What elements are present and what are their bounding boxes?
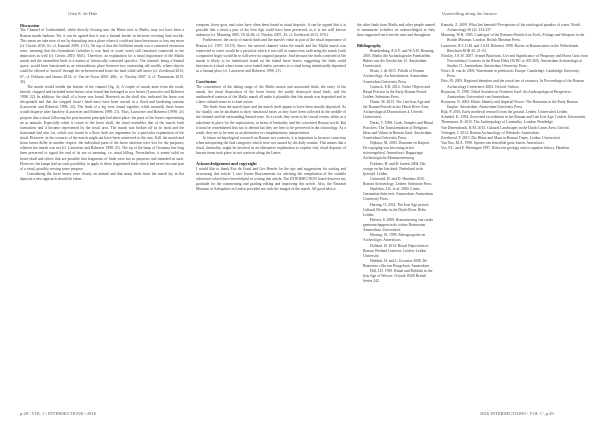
reference-entry: Schinkel, K. 1994. Zwervend en sedentair in het Roman and Late Iron Age. Leiden: Universiteit. [441,115,587,120]
paragraph: The coincidence of the dating range of the Mailis marsh and associated finds, the rarity of the marsh, the ritual disposition of the horse bones, the partly destroyed ritual finds, and the undisturbed contexts of the Mailis marsh all make it plausible that this marsh was deposited and in a later cultural sense as a ritual action. [196,84,346,105]
paragraph: Considering the horse bones were clearly an animal and that many finds from the marsh lay in flat deposits a new approach should be taken... [20,171,184,182]
reference-entry: Roymans, N. 1990. Tribal Societies in Northern Gaul: An Anthropological Perspective. Amsterdam: Universiteit van Amsterdam. [441,89,572,99]
column-4 [441,23,589,151]
reference-entry: Heeren, S. 2009. Romanisering van rurale gemeenschappen in de civitas Batavorum. Amsterdam: Universiteit. [363,217,434,233]
reference-entry: Hessing, W. 1999. Paleogeografie en Archeologie. Amersfoort. [363,233,426,243]
column-1 [20,23,184,182]
reference-entry: Dinter, M. 2013. The Late Iron Age and the Roman Periods in the Dutch River Area. Archaeological Dissertations 4. Utrecht: Universiteit. [363,100,430,120]
bibliography-list-continued [441,23,589,151]
heading-discussion: Discussion [20,23,40,28]
column-3-text [357,23,435,285]
paragraph: The marsh would enable the bottom of the channel (fig. 2). A couple of marsh arms from the roads, heavily chopped and included bone-horses were found that belonged to two horses (Lauwerier and Robeerst 1998: 22). In addition, the skull of a horse was found. Research on the skull also indicated the horse was decapitated and that the stripped horse's head must have been carried in a flood and bordering seasons (Lauwerier and Robeerst 1998: 22). The finds of a leg were found together, while normally these bones would disperse after butchery (Lauwerier and Robeerst 1998: 21). Thus, Lauwerier and Robeerst (1998: 21) propose that a ritual following the post-mortem principle had taken place: the parts of the horses representing an as animals. Especially when it comes to the horse skull, the ritual resembles that of the marsh, both formations and it became represented by the fossil area. The marsh was broken off in its head and the horizontal had also cut, which was found in a floor; both are arguments for a particular explanation of the ritual. However, in the scenario of the marsh might not have been connected to the rain. Still, the marsh and horse bones differ in another respect: the individual parts of the horse skeleton were lost for the purposes, whereas the marsh was not (cf. Lauwerier and Robeerst 1998: 21). The tip of the lamp of Germany has long been preserved to signal the end of its use or meaning, i.e. ritual killing. Nevertheless, it seems valid on horse-skull and others that are possible that fragments of finds were not so purposes and intended as such. However, the lamps had no such possibility to apply to these fragmented finds which had never become part of a ritual, possibly serving some purpose. [20,84,184,171]
reference-entry: Manning, W.H. 1985. Catalogue of the Romano-British Iron Tools, Fittings and Weapons in the British Museum. London: British Museum Press. [441,33,585,43]
paragraph: the other finds from Mailis and other people named to summarise (whether its acknowledged as they have supported me from the start and throughout. [357,23,435,38]
running-header-left: Glen E. de Hale [68,11,98,16]
reference-entry: Roymans, N. 2004. Ethnic Identity and Imperial Power: The Batavians in the Early Roman Empire. Amsterdam: Amsterdam University Press. [441,99,578,109]
reference-entry: Brandenburg, E.G.F. and W.A.H. Henning 2003. Mailis die Archäologische Fundstellen, Blätter aus der Geschichte 15. Amsterdam: Universiteit. [363,48,434,69]
reference-entry: Noort, R. van de 2003. Waterlands in prehistoric Europe. Cambridge: Cambridge University Press. [441,69,580,79]
reference-entry: Pitts, M. 2005. Regional identities and the social use of ceramics. In Proceedings of the Roman Archaeology Conference 2004. Oxford: Oxbow. [441,79,584,89]
reference-entry: Vos, P.C. and E. Heeringen 1997. Holocene geology and occupation history. Haarlem. [441,146,570,150]
footer-left: p.28 \ VOL 1 \ INTERSECTIONS \ 2016 [20,411,97,416]
reference-entry: Dijkstra, M. 2003. Dammen en Kuipen: De wijziging van bewoning in het rivierengebied. Amersfoort: Rapportage Archeologische Monumentenzorg. [363,141,430,161]
reference-entry: Kamash, Z. 2009. What lies beneath? Perceptions of the ontological paradox of water. World Archaeology 40 (2): 224-237. [441,23,581,33]
reference-entry: Verhagen, J. 2014. Roman Archaeology of Wetlands. Amsterdam. [441,130,540,135]
column-2 [196,23,346,192]
reference-entry: Derks, T. 1998. Gods, Temples and Ritual Practices: The Transformation of Religious Ideas and Values in Roman Gaul. Amsterdam: Amsterdam University Press. [363,120,433,140]
reference-entry: Haalebos, J.K. et al. 2000. Limes Germaniae Inferioris. Amsterdam: Amsterdam University Press. [363,187,433,202]
reference-entry: Van Nus, M.A. 1990. Sporen van eenzelfde grote kisten. Amersfoort. [441,140,545,145]
heading-bibliography: Bibliography [357,43,382,49]
reference-entry: Coninck, E.R. 2014. Votive Objects and Ritual Practice in the Early Roman Period. Leiden: Sidestone Press. [363,84,430,99]
reference-entry: Van Dierendonck, R.M. 2013. Cultural Landscapes in the Dutch Limes Area. Utrecht. [441,125,570,130]
heading-conclusion: Conclusion [196,79,217,85]
paragraph: In future archaeological research on Roman wet contexts, it is important to be more conscious when interpreting the find categories which were not caused by the daily routine. This means that a ritual, liminality, might be invoked as an alternative explanation to explain why ritual deposits of known items took place in wet contexts along the Limes. [196,135,346,156]
reference-entry: Holland, H. 2014. Ritual Deposition in Roman Wetland Contexts. Leiden: Leiden University. [363,243,429,258]
paragraph: The Channel of Carthaimbeil, while directly flowing into the Rhine next to Mailis, may not have been a Roman marsh harbour. Yet, it can be agreed that it was a liminal border in between covering land worlds. This mean we take note of not by depositing into a place where it could not have been more or less any more (cf. Gerrits 2010, 61; cf. Kamash 2009, 2-12). On top of that the Golfheim marsh was a contested extraction zone, meaning that this boundaries (whether it was land or water zone) still remained connected to the depositors as well (cf. Gerrits 2010: 66ff.). Therefore, an explanation for a ritual importance of the Mailis marsh and the assembled finds is a matter of historically contested specifics. The channel, being a liminal space, would have functioned as an extraordinary place between two contrasting old worlds, where objects could be offered or 'moved' through the in-between and leave the land while still intact (cf. Zoetbrood 2013, 67; cf. Fokkens and Jansen 2014; cf. Van de Noort 2003: 48ff.; cf. Nicolay 2007, 4; cf. Thomassen 2015, 45). [20,28,184,84]
paragraph: Furthermore, the rarity of marsh finds and the marsh's value as part of the ritual importance of Roman (cf. 1997, 18-19). Since, the ancient channel when the marsh and the Mailis marsh was connected to water would be a period in which it was still in connection, indicating the marsh (with a separated large) would be to still serve its original purpose. And because the finds consisted of the marsh is likely to be intentional found on the island horse bones, suggesting the finds could function as a ritual where items were traded and/or presents as a ritual being intentionally deposited as a liminal place (cf. Lauwerier and Robeerst 1998, 21). [196,38,346,74]
reference-entry: Grünwald, H. and D. Hawkins 2015. Roman Archaeology. Leiden: Sidestone Press. [363,176,433,187]
reference-entry: Hiddink, H. and L. Kooistra 2008. De Romeinse villa van Hoogeloon. Amsterdam. [363,258,430,269]
reference-entry: Hill, J.D. 1995. Ritual and Rubbish in the Iron Age of Wessex. Oxford: BAR British Series 242. [363,269,433,284]
footer-right: 2016 INTERSECTIONS \ VOL 1 \ p.29 [480,411,554,416]
reference-entry: Lauwerier, R.C.G.M. and J.A.H. Robeerst 1998. Horses in Roman times in the Netherlands. Berichten ROB 43: 21-23. [441,43,579,53]
heading-acknowledgement: Acknowledgement and copyright [196,161,257,167]
reference-entry: Nicolay, J.A.W. 2007. Armed Batavians: Use and Significance of Weaponry and Horse Gear from Non-military Contexts in the Rhine Delta (50 BC to AD 450). Amsterdam Archaeological Studies 11. Amsterdam: Amsterdam University Press. [441,53,588,68]
reference-entry: Rijk, P. 2016. Early medieval research from the ground. Leiden: Universiteit Leiden. [441,110,569,115]
reference-entry: Thomassen, B. 2015. The Anthropology of Liminality. London: Routledge. [441,120,554,125]
reference-entry: Fokkens, H. and R. Jansen 2004. Het vroege en het late kind: Nederland in de Ijzertijd. Leiden. [363,161,426,176]
reference-entry: Zoetbrood, P. 2013. Die Rhine and Maas in Roman Times. Leiden: Universiteit. [441,135,561,140]
reference-entry: Bruin, J. de 2015. Pitfalls of Roman Archaeology: An Introduction. Amsterdam: Amsterdam University Press. [363,69,429,84]
running-header-right: Unravelling along the furnace [442,11,497,16]
reference-entry: Harting, O. 2014. The Iron Age period: Cultural Divides in the Dutch River Delta. Leiden. [363,202,429,217]
paragraph: I would like to thank Eric de Graaf and Ger Beerde for the tips and suggestions for writing and structuring this article. I owe Jeroen Bouwmeester for advising the compilation of the suitable references which have been helpful in writing this article. The INTERSECTION board deserves my gratitude for the commenting and guiding editing and improving this article. Also, the National Museum of Antiquities in Leiden provided me with the images of the marsh. All good advice. [196,166,346,192]
bibliography-list [357,49,435,285]
paragraph: weapons, horse gear, and coins have often been found as ritual deposits. It can be argued that it is possible that a ritual a part of the Iron Age could have been preserved, as it is not well known unknown (cf. Manning 1985, 18-34:48; cf. Nicolay 2007, 43; cf. Zoetbrood 2013, 67ff.). [196,23,346,38]
paragraph: The finds from the marsh layer and the marsh itself appear to have been ritually deposited. As for ritually can be attributed to their functional bases as they have been collected in the middle of the channel and the surrounding liminal zone. As a result, they seem to be crucial events, either as a substitute in place for the exploitation, in terms of liminality and the concerned Roman world. But it must be remembered that not to defend but they are here to be preserved in the chronology. As a result, they are to be seen as an alternative or complementary interpretation. [196,105,346,135]
